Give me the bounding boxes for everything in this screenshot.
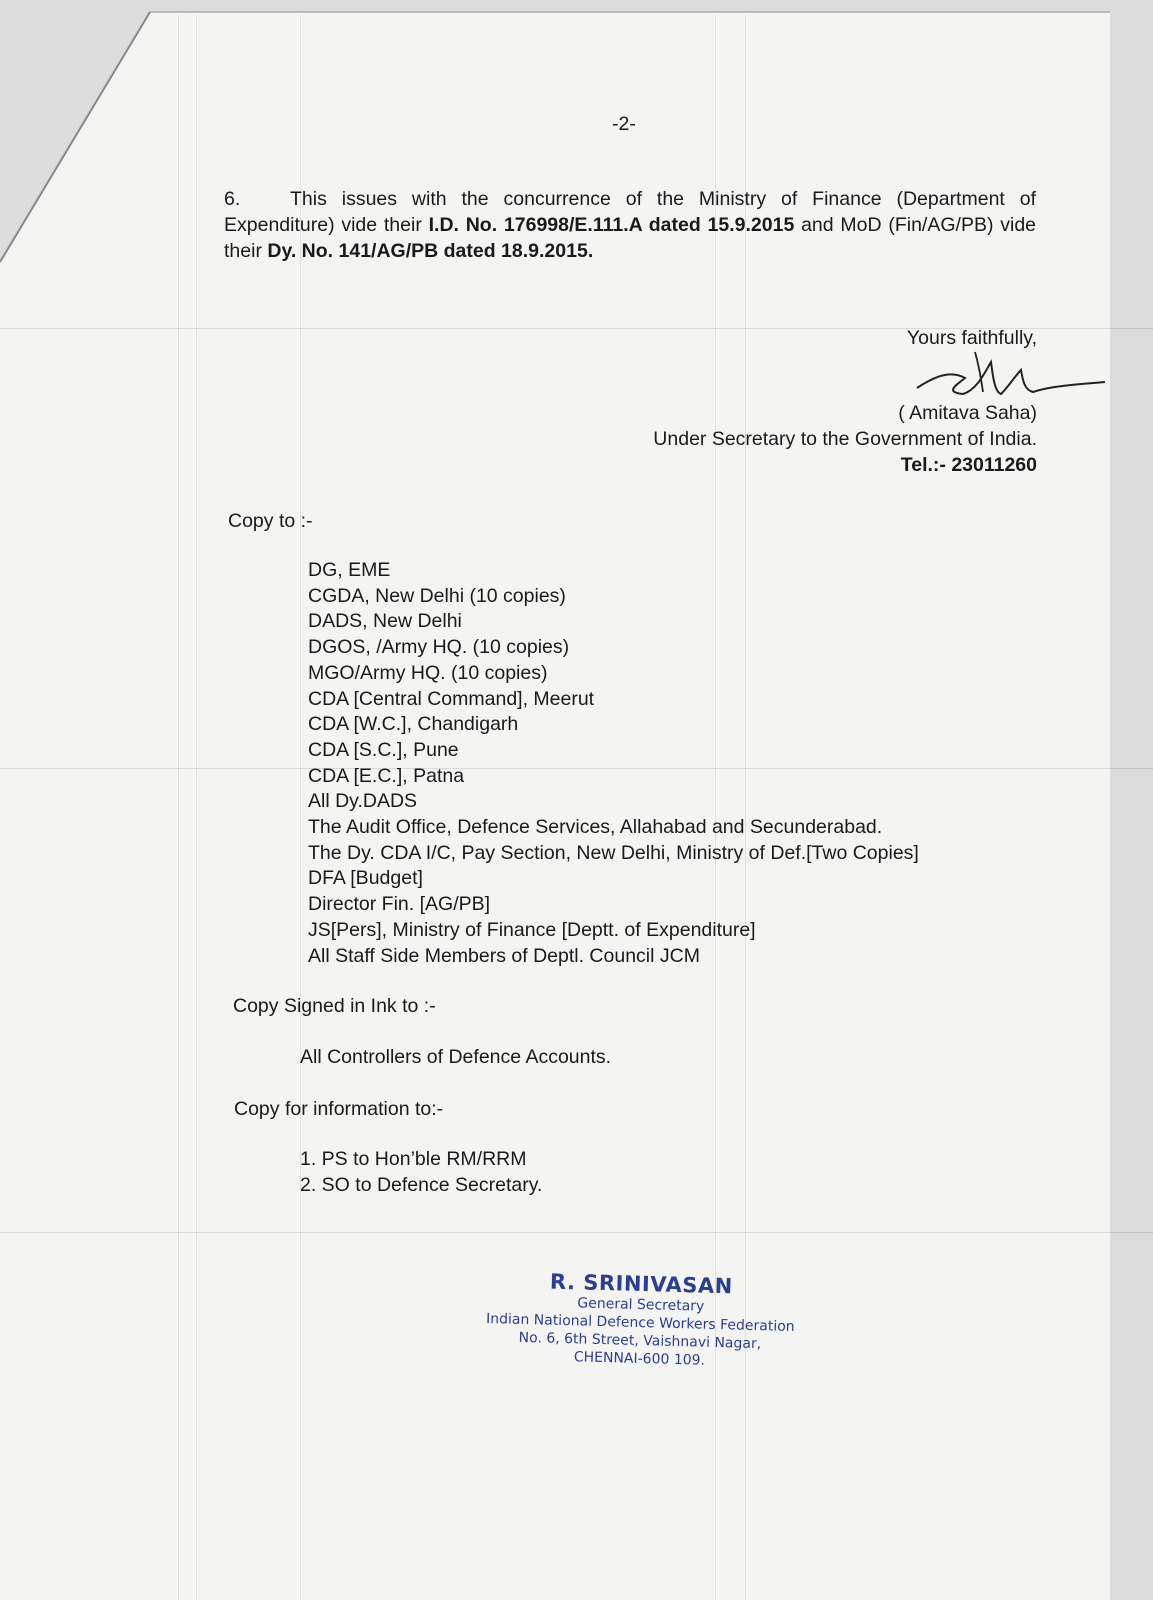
list-item: Director Fin. [AG/PB] — [308, 893, 491, 916]
paragraph-6 — [224, 186, 1036, 264]
list-item: All Dy.DADS — [308, 790, 418, 813]
rubber-stamp — [468, 1268, 811, 1407]
stamp-organization: Indian National Defence Workers Federation — [485, 1310, 795, 1336]
copy-info-list — [300, 1146, 542, 1198]
list-item: JS[Pers], Ministry of Finance [Deptt. of Expenditure] — [308, 918, 756, 941]
list-item: 1. PS to Hon’ble RM/RRM — [300, 1148, 527, 1170]
fold-line — [0, 1232, 1153, 1233]
list-item: CDA [S.C.], Pune — [308, 738, 459, 761]
list-item: CGDA, New Delhi (10 copies) — [308, 584, 566, 607]
list-item: The Dy. CDA I/C, Pay Section, New Delhi, Ministry of Def.[Two Copies] — [308, 841, 919, 864]
mod-reference: Dy. No. 141/AG/PB dated 18.9.2015 — [267, 240, 588, 262]
list-item: The Audit Office, Defence Services, Allahabad and Secunderabad. — [308, 816, 883, 839]
scan-line — [196, 15, 197, 1600]
list-item: All Staff Side Members of Deptl. Council JCM — [308, 944, 700, 967]
handwritten-signature — [905, 348, 1110, 408]
signatory-name: ( Amitava Saha) — [898, 402, 1037, 424]
copy-signed-heading: Copy Signed in Ink to :- — [233, 995, 436, 1017]
telephone: Tel.:- 23011260 — [900, 454, 1037, 476]
list-item: DFA [Budget] — [308, 867, 423, 890]
paragraph-text: and MoD (Fin/AG/PB) vide their — [224, 214, 1037, 262]
copy-info-heading: Copy for information to:- — [234, 1098, 444, 1120]
paragraph-number: 6. — [224, 188, 241, 210]
list-item: MGO/Army HQ. (10 copies) — [308, 661, 548, 684]
stamp-city: CHENNAI-600 109. — [573, 1349, 706, 1369]
scan-line — [178, 15, 179, 1600]
list-item: DADS, New Delhi — [308, 610, 462, 633]
stamp-title: General Secretary — [577, 1295, 705, 1315]
stamp-name: R. SRINIVASAN — [549, 1269, 734, 1299]
list-item: CDA [Central Command], Meerut — [308, 687, 595, 710]
paragraph-end: . — [587, 240, 594, 262]
page-number: -2- — [612, 113, 636, 135]
copy-signed-item: All Controllers of Defence Accounts. — [300, 1046, 612, 1068]
finance-reference: I.D. No. 176998/E.111.A dated 15.9.2015 — [428, 214, 795, 236]
list-item: CDA [W.C.], Chandigarh — [308, 713, 519, 736]
stamp-address: No. 6, 6th Street, Vaishnavi Nagar, — [518, 1329, 762, 1353]
list-item: CDA [E.C.], Patna — [308, 764, 465, 787]
list-item: DG, EME — [308, 559, 391, 581]
paragraph-text: This issues with the concurrence of the Ministry of Finance (Department of Expenditure) vide their — [224, 188, 1036, 236]
copy-to-heading: Copy to :- — [228, 510, 313, 532]
copy-to-list — [308, 558, 919, 969]
list-item: DGOS, /Army HQ. (10 copies) — [308, 636, 570, 659]
list-item: 2. SO to Defence Secretary. — [300, 1174, 543, 1196]
closing: Yours faithfully, — [906, 327, 1037, 349]
signatory-designation: Under Secretary to the Government of India. — [653, 428, 1037, 450]
